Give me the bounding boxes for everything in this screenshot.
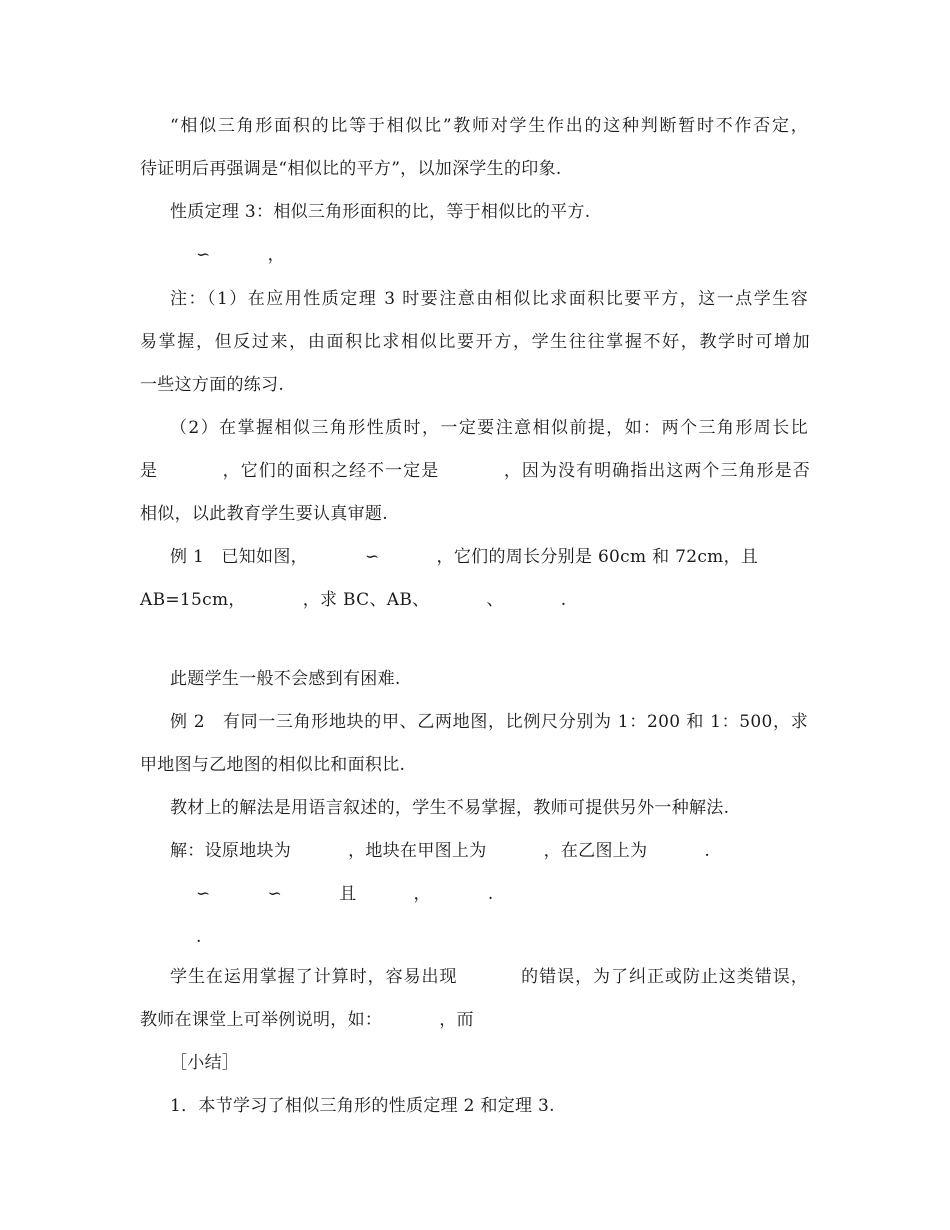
formula-line: ∽ ∽ 且 ， . <box>196 884 494 904</box>
paragraph-line: 学生在运用掌握了计算时，容易出现 的错误，为了纠正或防止这类错误， <box>170 967 808 987</box>
paragraph-line: 教师在课堂上可举例说明，如： ，而 <box>140 1010 474 1030</box>
paragraph-line: 是 ，它们的面积之经不一定是 ，因为没有明确指出这两个三角形是否 <box>140 461 810 481</box>
formula-line: . <box>196 927 202 947</box>
summary-line: 1．本节学习了相似三角形的性质定理 2 和定理 3. <box>170 1096 555 1116</box>
formula-line: ∽ ， <box>196 245 285 265</box>
paragraph-line: 一些这方面的练习. <box>140 375 285 395</box>
example-line: AB=15cm， ，求 BC、AB、 、 . <box>140 590 567 610</box>
paragraph-line: 注：（1）在应用性质定理 3 时要注意由相似比求面积比要平方，这一点学生容 <box>170 289 808 309</box>
paragraph-line: 教材上的解法是用语言叙述的，学生不易掌握，教师可提供另外一种解法. <box>170 798 730 818</box>
paragraph-line: 此题学生一般不会感到有困难. <box>170 669 401 689</box>
solution-line: 解：设原地块为 ，地块在甲图上为 ，在乙图上为 . <box>170 841 711 861</box>
paragraph-line: 待证明后再强调是“相似比的平方”，以加深学生的印象. <box>140 159 562 179</box>
example-line: 例 2 有同一三角形地块的甲、乙两地图，比例尺分别为 1：200 和 1：500，求 <box>170 712 808 732</box>
paragraph-line: （2）在掌握相似三角形性质时，一定要注意相似前提，如：两个三角形周长比 <box>170 418 808 438</box>
example-line: 甲地图与乙地图的相似比和面积比. <box>140 755 406 775</box>
example-line: 例 1 已知如图， ∽ ，它们的周长分别是 60cm 和 72cm，且 <box>170 547 759 567</box>
paragraph-line: 相似，以此教育学生要认真审题. <box>140 504 388 524</box>
paragraph-line: 易掌握，但反过来，由面积比求相似比要开方，学生往往掌握不好，教学时可增加 <box>140 332 810 352</box>
section-heading: ［小结］ <box>170 1053 240 1073</box>
paragraph-line: “相似三角形面积的比等于相似比”教师对学生作出的这种判断暂时不作否定， <box>170 116 808 136</box>
paragraph-line: 性质定理 3：相似三角形面积的比，等于相似比的平方. <box>170 202 591 222</box>
